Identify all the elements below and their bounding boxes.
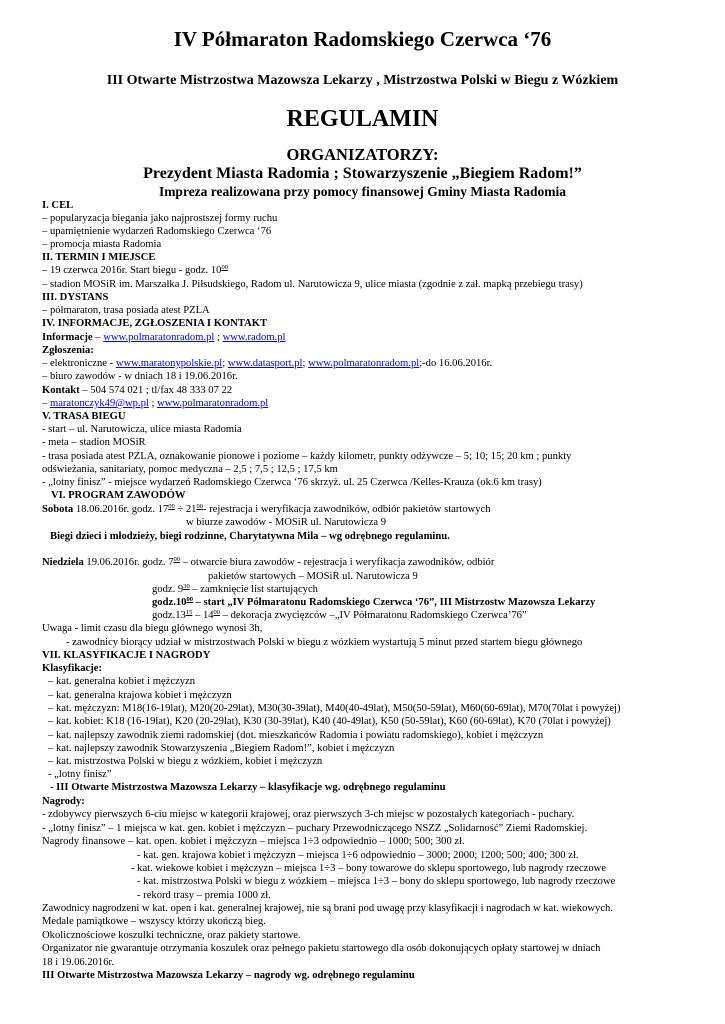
document-title: IV Półmaraton Radomskiego Czerwca ‘76: [173, 27, 552, 51]
organizers-text: Prezydent Miasta Radomia ; Stowarzyszenie „Biegiem Radom!”: [143, 165, 582, 182]
program-1000: $godz.10^{00}$ – start „IV Półmaratonu Radomskiego Czerwca ‘76”, III Mistrzostw Mazowsza Lekarzy: [152, 596, 596, 608]
program-uwaga-2: - zawodnicy biorący udział w mistrzostwach Polski w biegu z wózkiem wystartują 5 minut przed startem biegu głównego: [66, 637, 583, 648]
termin-place: – stadion MOSiR im. Marszałka J. Piłsudskiego, Radom ul. Narutowicza 9, ulice miasta (zgodnie z zał. mapką przebiegu trasy): [42, 279, 583, 290]
program-niedziela-line2: pakietów startowych – MOSiR ul. Narutowicza 9: [208, 571, 418, 582]
info-links-line: Informacje – www.polmaratonradom.pl ; www.radom.pl: [42, 332, 286, 343]
section-dystans-heading: III. DYSTANS: [42, 292, 109, 303]
trasa-item: - meta – stadion MOSiR: [42, 437, 146, 448]
klasyfikacja-item: – kat. generalna krajowa kobiet i mężczyzn: [48, 690, 232, 701]
link-datasport[interactable]: www.datasport.pl: [227, 358, 303, 369]
program-0930: godz. $9^{30}$ – zamknięcie list startujących: [152, 583, 318, 595]
program-sobota: Sobota 18.06.2016r. godz. $17^{00} \div 21^{00}-$ rejestracja i weryfikacja zawodników, odbiór pakietów startowych: [42, 503, 491, 515]
nagrody-line: - kat. mistrzostwa Polski w biegu z wózkiem – miejsca 1÷3 – bony do sklepu sportowego, lub nagrody rzeczowe: [137, 876, 616, 887]
nagrody-line: - kat. gen. krajowa kobiet i mężczyzn – miejsca 1÷6 odpowiednio – 3000; 2000; 1200; 500; 400; 300 zł.: [137, 850, 579, 861]
section-cel-heading: I. CEL: [42, 200, 74, 211]
cel-item: – popularyzacja biegania jako najprostszej formy ruchu: [42, 213, 278, 224]
nagrody-line: Nagrody finansowe – kat. open. kobiet i mężczyzn – miejsca 1÷3 odpowiednio – 1000; 500; 300 zł.: [42, 836, 465, 847]
section-trasa-heading: V. TRASA BIEGU: [42, 411, 126, 422]
nagrody-heading: Nagrody:: [42, 796, 85, 807]
klasyfikacja-item: – kat. kobiet: K18 (16-19lat), K20 (20-29lat), K30 (30-39lat), K40 (40-49lat), K50 (50-59lat), K60 (60-69lat), K70 (70lat i powyżej): [48, 716, 611, 727]
klasyfikacja-item: - „lotny finisz”: [48, 769, 112, 780]
link-polmaratonradom[interactable]: www.polmaratonradom.pl: [103, 332, 215, 343]
link-maratonypolskie[interactable]: www.maratonypolskie.pl: [115, 358, 223, 369]
kontakt-line: Kontakt – 504 574 021 ; tl/fax 48 333 07 22: [42, 385, 233, 396]
trasa-item: - trasa posiada atest PZLA, oznakowanie pionowe i poziome – każdy kilometr, punkty odżywcze – 5; 10; 15; 20 km ; punkty: [42, 451, 572, 462]
section-klasyfikacje-heading: VII. KLASYFIKACJE I NAGRODY: [42, 650, 211, 661]
klasyfikacja-item: – kat. generalna kobiet i mężczyzn: [48, 676, 196, 687]
klasyfikacja-lekarzy: - III Otwarte Mistrzostwa Mazowsza Lekarzy – klasyfikacje wg. odrębnego regulaminu: [50, 782, 446, 793]
klasyfikacje-subheading: Klasyfikacje:: [42, 663, 103, 674]
nagrody-line: - rekord trasy – premia 1000 zł.: [137, 890, 271, 901]
klasyfikacja-item: – kat. najlepszy zawodnik Stowarzyszenia „Biegiem Radom!”, kobiet i mężczyzn: [48, 743, 395, 754]
nagrody-line: - zdobywcy pierwszych 6-ciu miejsc w kategorii krajowej, oraz pierwszych 3-ch miejsc w pozostałych kategoriach - puchary.: [42, 809, 575, 820]
zgloszenia-biuro: – biuro zawodów - w dniach 18 i 19.06.2016r.: [42, 371, 238, 382]
nagrody-lekarzy: III Otwarte Mistrzostwa Mazowsza Lekarzy – nagrody wg. odrębnego regulaminu: [42, 970, 415, 981]
nagrody-line: - „lotny finisz” – 1 miejsca w kat. gen. kobiet i mężczyzn – puchary Przewodniczącego NSZZ „Solidarność” Ziemi Radomskiej.: [42, 823, 588, 834]
nagrody-line: - kat. wiekowe kobiet i mężczyzn – miejsca 1÷3 – bony towarowe do sklepu sportowego, lub nagrody rzeczowe: [131, 863, 607, 874]
program-niedziela: Niedziela 19.06.2016r. godz. $7^{00}$ – otwarcie biura zawodów - rejestracja i weryfikacja zawodników, odbiór: [42, 556, 495, 568]
nagrody-line: Organizator nie gwarantuje otrzymania koszulek oraz pełnego pakietu startowego dla osób dokonujących opłaty startowej w dniach: [42, 943, 601, 954]
contact-links-line: – maratonczyk49@wp.pl ; www.polmaratonradom.pl: [42, 398, 269, 409]
zgloszenia-online: – elektroniczne - www.maratonypolskie.pl; www.datasport.pl; www.polmaratonradom.pl;-do 16.06.2016r.: [42, 358, 493, 369]
klasyfikacja-item: – kat. najlepszy zawodnik ziemi radomskiej (dot. mieszkańców Radomia i powiatu radomskiego), kobiet i mężczyzn: [48, 730, 544, 741]
program-uwaga: Uwaga - limit czasu dla biegu głównego wynosi 3h,: [42, 623, 263, 634]
regulamin-heading: REGULAMIN: [286, 106, 439, 132]
link-radom[interactable]: www.radom.pl: [222, 332, 286, 343]
trasa-item: - „lotny finisz” - miejsce wydarzeń Radomskiego Czerwca ‘76 skrzyż. ul. 25 Czerwca /Kelles-Krauza (ok.6 km trasy): [42, 477, 542, 488]
dystans-item: – półmaraton, trasa posiada atest PZLA: [42, 305, 210, 316]
section-program-heading: VI. PROGRAM ZAWODÓW: [51, 490, 186, 501]
zgloszenia-label: Zgłoszenia:: [42, 345, 94, 356]
klasyfikacja-item: – kat. mistrzostwa Polski w biegu z wózkiem, kobiet i mężczyzn: [48, 756, 323, 767]
funding-text: Impreza realizowana przy pomocy finansowej Gminy Miasta Radomia: [158, 184, 567, 199]
cel-item: – promocja miasta Radomia: [42, 239, 162, 250]
cel-item: – upamiętnienie wydarzeń Radomskiego Czerwca ‘76: [42, 226, 272, 237]
link-polmaratonradom-3[interactable]: www.polmaratonradom.pl: [157, 398, 269, 409]
program-dzieci: Biegi dzieci i młodzieży, biegi rodzinne, Charytatywna Mila – wg odrębnego regulaminu.: [50, 531, 450, 542]
section-termin-heading: II. TERMIN I MIEJSCE: [42, 252, 156, 263]
program-1315: $godz.13^{15} - 14^{00}$ – dekoracja zwycięzców –„IV Półmaratonu Radomskiego Czerwca’76”: [152, 609, 527, 621]
trasa-item: odświeżania, sanitariaty, pomoc medyczna – 2,5 ; 7,5 ; 12,5 ; 17,5 km: [42, 464, 338, 475]
link-polmaratonradom-2[interactable]: www.polmaratonradom.pl: [308, 358, 420, 369]
trasa-item: - start – ul. Narutowicza, ulice miasta Radomia: [42, 424, 242, 435]
nagrody-line: Okolicznościowe koszulki techniczne, oraz pakiety startowe.: [42, 930, 301, 941]
program-sobota-line2: w biurze zawodów - MOSiR ul. Narutowicza 9: [186, 517, 387, 528]
klasyfikacja-item: – kat. mężczyzn: M18(16-19lat), M20(20-29lat), M30(30-39lat), M40(40-49lat), M50(50-59lat), M60(60-69lat), M70(70lat i powyżej): [48, 703, 621, 714]
termin-date: – 19 czerwca 2016r. Start biegu - godz. $10^{00}$: [42, 264, 228, 276]
document-subtitle: III Otwarte Mistrzostwa Mazowsza Lekarzy , Mistrzostwa Polski w Biegu z Wózkiem: [106, 73, 619, 88]
nagrody-line: Medale pamiątkowe – wszyscy którzy ukończą bieg.: [42, 916, 266, 927]
nagrody-line: Zawodnicy nagrodzeni w kat. open i kat. generalnej krajowej, nie są brani pod uwagę przy klasyfikacji i nagrodach w kat. wiekowych.: [42, 903, 613, 914]
email-link[interactable]: maratonczyk49@wp.pl: [49, 398, 149, 409]
section-info-heading: IV. INFORMACJE, ZGŁOSZENIA I KONTAKT: [42, 318, 268, 329]
organizers-heading: ORGANIZATORZY:: [286, 145, 439, 164]
nagrody-line: 18 i 19.06.2016r.: [42, 957, 115, 968]
